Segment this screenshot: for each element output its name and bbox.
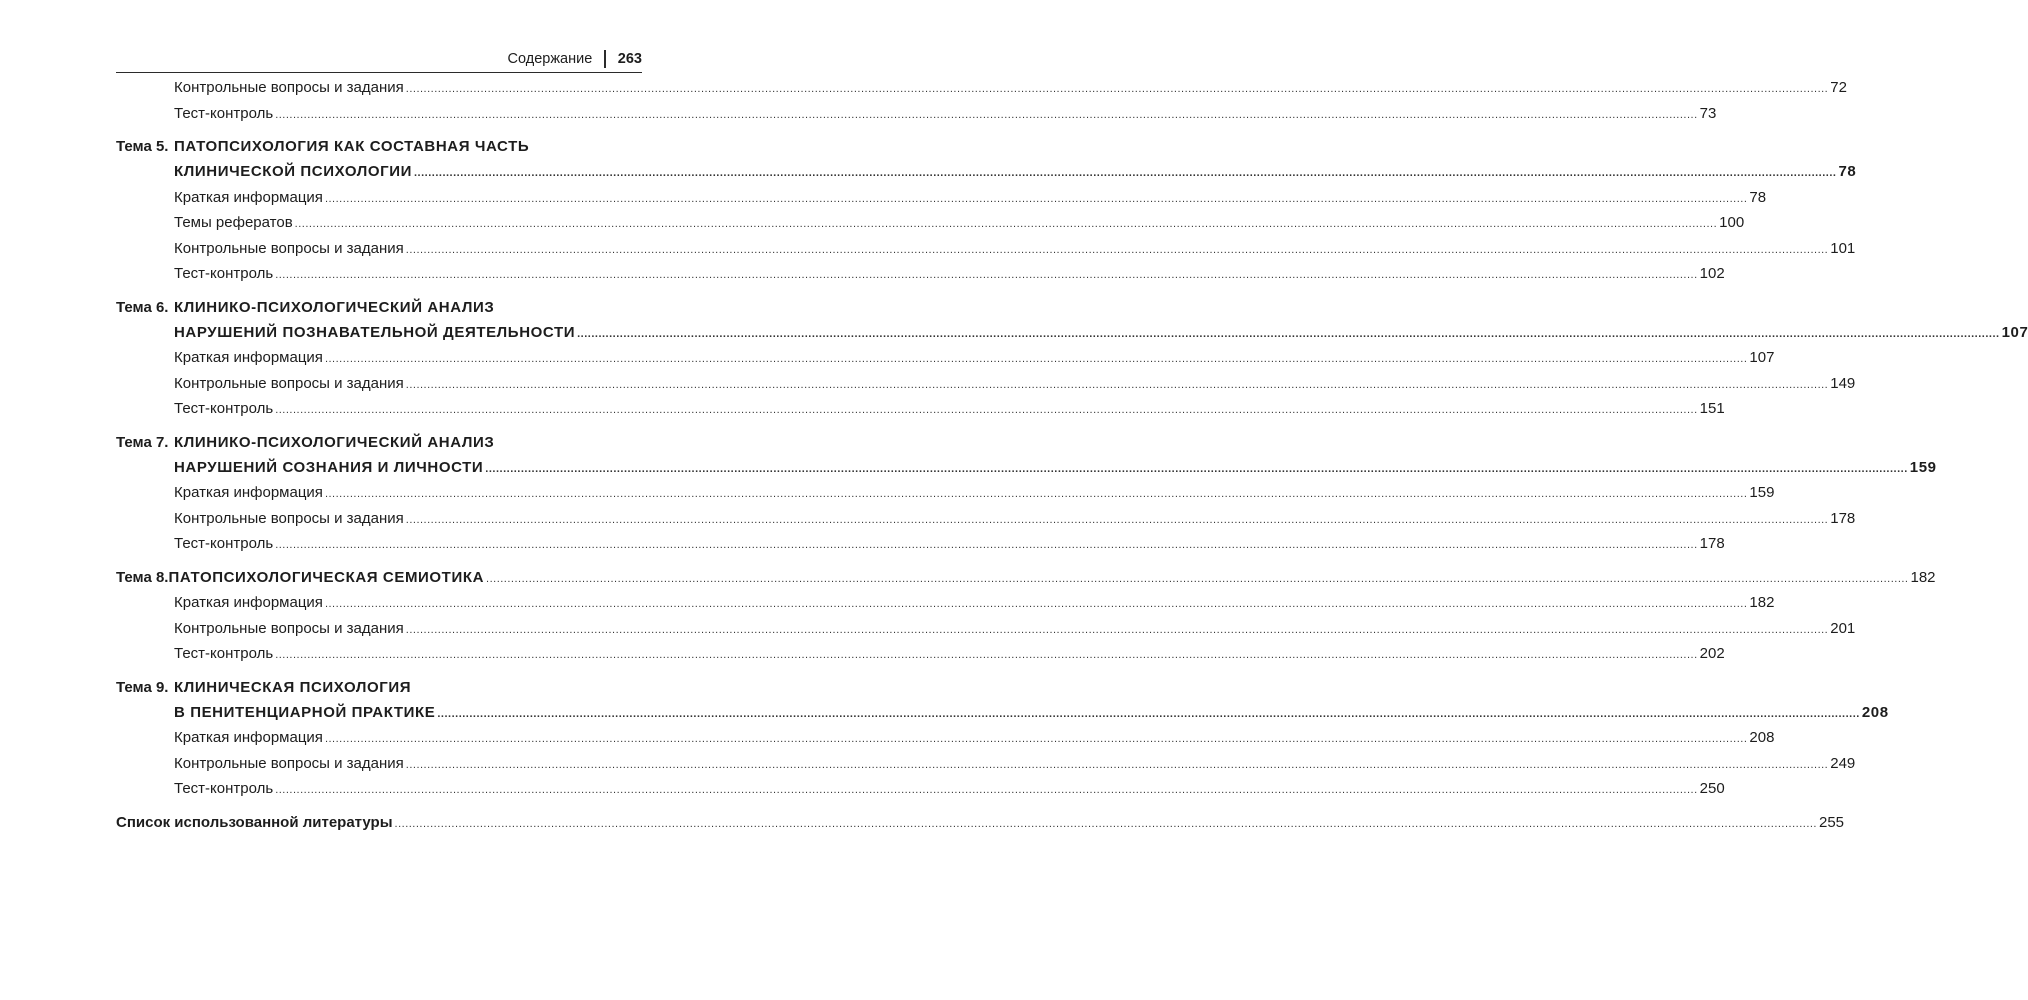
toc-entry[interactable] — [116, 483, 1775, 509]
toc-topic — [116, 137, 1857, 290]
toc-entry-title: Контрольные вопросы и задания — [174, 79, 404, 96]
topic-label: Тема 7. — [116, 433, 169, 451]
toc-entry-title: Тест-контроль — [174, 535, 274, 552]
toc-entry-title: Контрольные вопросы и задания — [174, 754, 404, 772]
topic-label: Тема 6. — [116, 298, 169, 316]
toc-entry-title: Краткая информация — [174, 484, 323, 501]
header-separator — [604, 50, 606, 68]
dot-leader: ................................................................................................................................................................................................................................................................................................................................................................................................................ — [577, 327, 2000, 340]
dot-leader: ................................................................................................................................................................................................................................................................................................................................................................................................................ — [405, 83, 1829, 95]
toc-entry[interactable] — [116, 188, 1767, 214]
topic-title-line2: КЛИНИЧЕСКОЙ ПСИХОЛОГИИ — [174, 163, 412, 180]
toc-entry-page: 101 — [1830, 239, 1856, 257]
toc-entry-title: Контрольные вопросы и задания — [174, 239, 404, 257]
toc-entry[interactable] — [116, 509, 1856, 535]
toc-entry[interactable] — [116, 593, 1775, 619]
dot-leader: ................................................................................................................................................................................................................................................................................................................................................................................................................ — [405, 243, 1829, 256]
dot-leader: ................................................................................................................................................................................................................................................................................................................................................................................................................ — [405, 623, 1829, 636]
toc-entry-page: 100 — [1719, 214, 1745, 231]
toc-topic — [116, 433, 1937, 560]
toc-entry[interactable] — [116, 728, 1775, 754]
toc-entry-title: Тест-контроль — [174, 265, 274, 282]
toc-entry[interactable] — [116, 239, 1856, 265]
toc-entry[interactable] — [116, 619, 1856, 645]
bibliography-line[interactable] — [116, 813, 1845, 839]
dot-leader: ................................................................................................................................................................................................................................................................................................................................................................................................................ — [394, 817, 1817, 830]
topic-heading-line[interactable] — [116, 137, 642, 162]
toc-entry[interactable] — [116, 348, 1775, 374]
topic-label: Тема 8. — [116, 568, 169, 586]
dot-leader: ................................................................................................................................................................................................................................................................................................................................................................................................................ — [405, 513, 1829, 526]
toc-entry[interactable] — [116, 374, 1856, 400]
dot-leader: ................................................................................................................................................................................................................................................................................................................................................................................................................ — [486, 572, 1909, 585]
topic-heading-line[interactable] — [116, 678, 642, 703]
topic-heading-line[interactable] — [116, 162, 1857, 188]
toc-entry-page: 208 — [1749, 729, 1775, 746]
toc-entry-page: 78 — [1749, 188, 1767, 206]
bibliography-page: 255 — [1819, 813, 1845, 831]
toc-entry-title: Контрольные вопросы и задания — [174, 509, 404, 527]
toc-entry-page: 178 — [1830, 509, 1856, 527]
dot-leader: ................................................................................................................................................................................................................................................................................................................................................................................................................ — [275, 649, 1698, 661]
dot-leader: ................................................................................................................................................................................................................................................................................................................................................................................................................ — [275, 269, 1698, 281]
topic-title-line2: В ПЕНИТЕНЦИАРНОЙ ПРАКТИКЕ — [174, 703, 436, 721]
toc-entry-page: 149 — [1830, 374, 1856, 392]
topic-title-line1: КЛИНИЧЕСКАЯ ПСИХОЛОГИЯ — [174, 678, 412, 696]
topic-title-line1: ПАТОПСИХОЛОГИЧЕСКАЯ СЕМИОТИКА — [168, 568, 485, 586]
toc-entry-title: Контрольные вопросы и задания — [174, 619, 404, 637]
toc-entry-page: 202 — [1699, 645, 1725, 662]
toc-topic — [116, 678, 1889, 805]
toc-entry-title: Контрольные вопросы и задания — [174, 374, 404, 392]
topic-heading-line[interactable] — [116, 323, 2028, 349]
table-of-contents — [116, 78, 2028, 838]
topic-page: 78 — [1838, 163, 1857, 180]
dot-leader: ................................................................................................................................................................................................................................................................................................................................................................................................................ — [324, 488, 1748, 500]
topic-title-line1: КЛИНИКО-ПСИХОЛОГИЧЕСКИЙ АНАЛИЗ — [174, 298, 495, 316]
toc-entry-title: Краткая информация — [174, 594, 323, 611]
bibliography-title: Список использованной литературы — [116, 813, 393, 831]
dot-leader: ................................................................................................................................................................................................................................................................................................................................................................................................................ — [414, 167, 1837, 179]
toc-entry-title: Тест-контроль — [174, 645, 274, 662]
toc-entry-page: 249 — [1830, 754, 1856, 772]
running-header — [116, 46, 642, 73]
toc-entry-page: 151 — [1699, 400, 1725, 417]
header-page-number: 263 — [617, 51, 642, 67]
toc-entry-page: 159 — [1749, 484, 1775, 501]
dot-leader: ................................................................................................................................................................................................................................................................................................................................................................................................................ — [275, 404, 1698, 416]
topic-label: Тема 9. — [116, 678, 169, 696]
toc-entry-title: Краткая информация — [174, 188, 323, 206]
dot-leader: ................................................................................................................................................................................................................................................................................................................................................................................................................ — [324, 733, 1748, 745]
dot-leader: ................................................................................................................................................................................................................................................................................................................................................................................................................ — [275, 784, 1698, 796]
topic-title-line2: НАРУШЕНИЙ СОЗНАНИЯ И ЛИЧНОСТИ — [174, 458, 484, 476]
toc-entry-title: Тест-контроль — [174, 104, 274, 122]
topic-page: 182 — [1910, 568, 1936, 586]
topic-heading-line[interactable] — [116, 568, 1936, 594]
topic-heading-line[interactable] — [116, 703, 1889, 729]
topic-page: 208 — [1861, 703, 1889, 721]
toc-entry-title: Краткая информация — [174, 729, 323, 746]
dot-leader: ................................................................................................................................................................................................................................................................................................................................................................................................................ — [405, 758, 1829, 771]
topic-title-line2: НАРУШЕНИЙ ПОЗНАВАТЕЛЬНОЙ ДЕЯТЕЛЬНОСТИ — [174, 323, 576, 341]
topic-page: 107 — [2001, 323, 2028, 341]
toc-entry-title: Краткая информация — [174, 349, 323, 366]
dot-leader: ................................................................................................................................................................................................................................................................................................................................................................................................................ — [294, 218, 1718, 230]
topic-page: 159 — [1909, 458, 1937, 476]
dot-leader: ................................................................................................................................................................................................................................................................................................................................................................................................................ — [324, 598, 1748, 610]
toc-entry-page: 201 — [1830, 619, 1856, 637]
dot-leader: ................................................................................................................................................................................................................................................................................................................................................................................................................ — [437, 707, 1860, 720]
topic-title-line1: ПАТОПСИХОЛОГИЯ КАК СОСТАВНАЯ ЧАСТЬ — [174, 138, 530, 155]
toc-entry-page: 72 — [1830, 79, 1847, 96]
toc-entry-page: 107 — [1749, 349, 1775, 366]
toc-entry-page: 102 — [1699, 265, 1725, 282]
toc-topic — [116, 568, 1936, 670]
toc-entry[interactable] — [116, 534, 1725, 560]
toc-entry-page: 73 — [1699, 104, 1717, 122]
toc-topic — [116, 298, 2028, 425]
dot-leader: ................................................................................................................................................................................................................................................................................................................................................................................................................ — [275, 539, 1698, 551]
toc-entry[interactable] — [116, 644, 1725, 670]
topic-heading-line[interactable] — [116, 298, 642, 323]
toc-entry[interactable] — [116, 264, 1725, 290]
toc-entry[interactable] — [116, 399, 1725, 425]
toc-entry-title: Тест-контроль — [174, 780, 274, 797]
dot-leader: ................................................................................................................................................................................................................................................................................................................................................................................................................ — [405, 378, 1829, 391]
toc-entry-title: Тест-контроль — [174, 400, 274, 417]
dot-leader: ................................................................................................................................................................................................................................................................................................................................................................................................................ — [275, 108, 1698, 121]
toc-entry[interactable] — [116, 213, 1745, 239]
toc-entry-title: Темы рефератов — [174, 214, 293, 231]
toc-entry[interactable] — [116, 779, 1725, 805]
toc-entry-page: 182 — [1749, 594, 1775, 611]
topic-heading-line[interactable] — [116, 433, 642, 458]
toc-bibliography — [116, 813, 1845, 839]
toc-entry-page: 250 — [1699, 780, 1725, 797]
toc-entry[interactable] — [116, 78, 1847, 104]
topic-label: Тема 5. — [116, 138, 169, 155]
dot-leader: ................................................................................................................................................................................................................................................................................................................................................................................................................ — [324, 192, 1748, 205]
toc-entry[interactable] — [116, 104, 1717, 130]
topic-title-line1: КЛИНИКО-ПСИХОЛОГИЧЕСКИЙ АНАЛИЗ — [174, 433, 495, 451]
dot-leader: ................................................................................................................................................................................................................................................................................................................................................................................................................ — [485, 462, 1908, 475]
dot-leader: ................................................................................................................................................................................................................................................................................................................................................................................................................ — [324, 353, 1748, 365]
header-section-title: Содержание — [507, 51, 593, 67]
topic-heading-line[interactable] — [116, 458, 1937, 484]
toc-entry[interactable] — [116, 754, 1856, 780]
toc-entry-page: 178 — [1699, 535, 1725, 552]
